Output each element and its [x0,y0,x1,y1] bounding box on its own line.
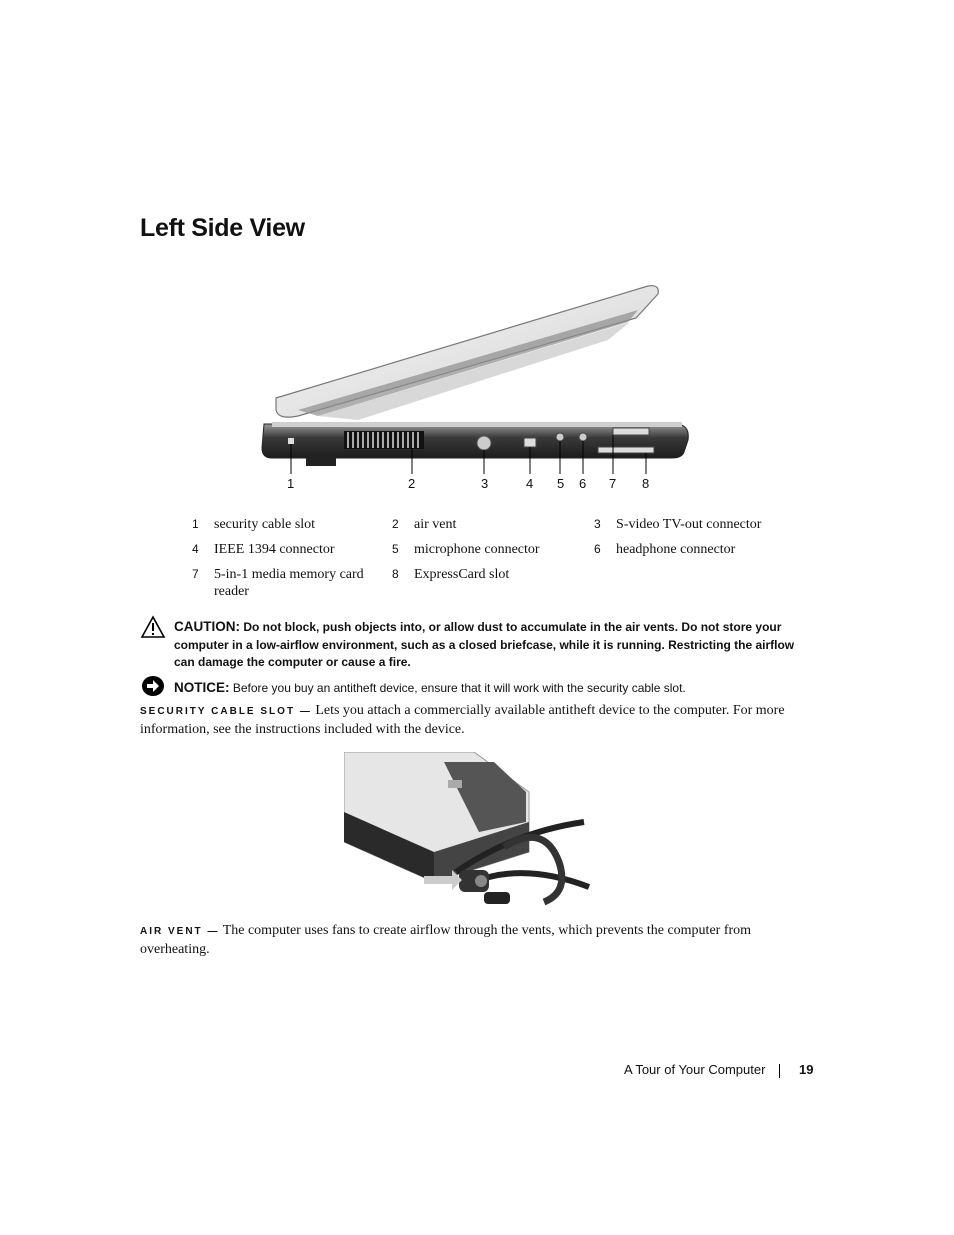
caution-warning-icon [140,615,166,639]
table-row: 7 5-in-1 media memory card reader 8 ExpressCard slot [192,567,510,599]
callout-4: 4 [526,476,534,491]
page-number: 19 [799,1062,814,1077]
table-row: 1 security cable slot 2 air vent 3 S-video TV-out connector [192,517,762,532]
footer-section-title: A Tour of Your Computer [624,1062,766,1077]
air-vent-text: The computer uses fans to create airflow through the vents, which prevents the computer from overheating. [140,923,752,957]
notice-text: Before you buy an antitheft device, ensure that it will work with the security cable slot. [232,681,686,695]
callout-7: 7 [609,476,617,491]
laptop-left-side-figure [258,280,698,500]
callout-2: 2 [408,476,416,491]
page-title: Left Side View [140,214,305,242]
caution-note [174,618,814,672]
footer-divider [779,1064,780,1078]
air-vent-paragraph [140,922,820,959]
security-lock-figure [344,752,594,920]
callout-6: 6 [579,476,587,491]
security-cable-slot-text: Lets you attach a commercially available antitheft device to the computer. For more information, see the instructions included with the device. [140,703,785,737]
callout-5: 5 [557,476,565,491]
callout-8: 8 [642,476,650,491]
security-cable-slot-term: SECURITY CABLE SLOT — [140,706,312,717]
air-vent-term: AIR VENT — [140,926,220,937]
notice-note [174,679,814,698]
security-cable-slot-paragraph [140,702,820,739]
caution-text: Do not block, push objects into, or allow dust to accumulate in the air vents. Do not store your computer in a low-airflow environment, such as a closed briefcase, while it is running. Restricting the airflow can damage the computer or cause a fire. [174,620,795,669]
table-row: 4 IEEE 1394 connector 5 microphone connector 6 headphone connector [192,542,736,557]
callout-3: 3 [481,476,489,491]
callout-1: 1 [287,476,295,491]
notice-arrow-icon [141,675,165,697]
callout-legend-table [186,516,775,608]
notice-label: NOTICE: [174,680,230,695]
caution-label: CAUTION: [174,619,240,634]
